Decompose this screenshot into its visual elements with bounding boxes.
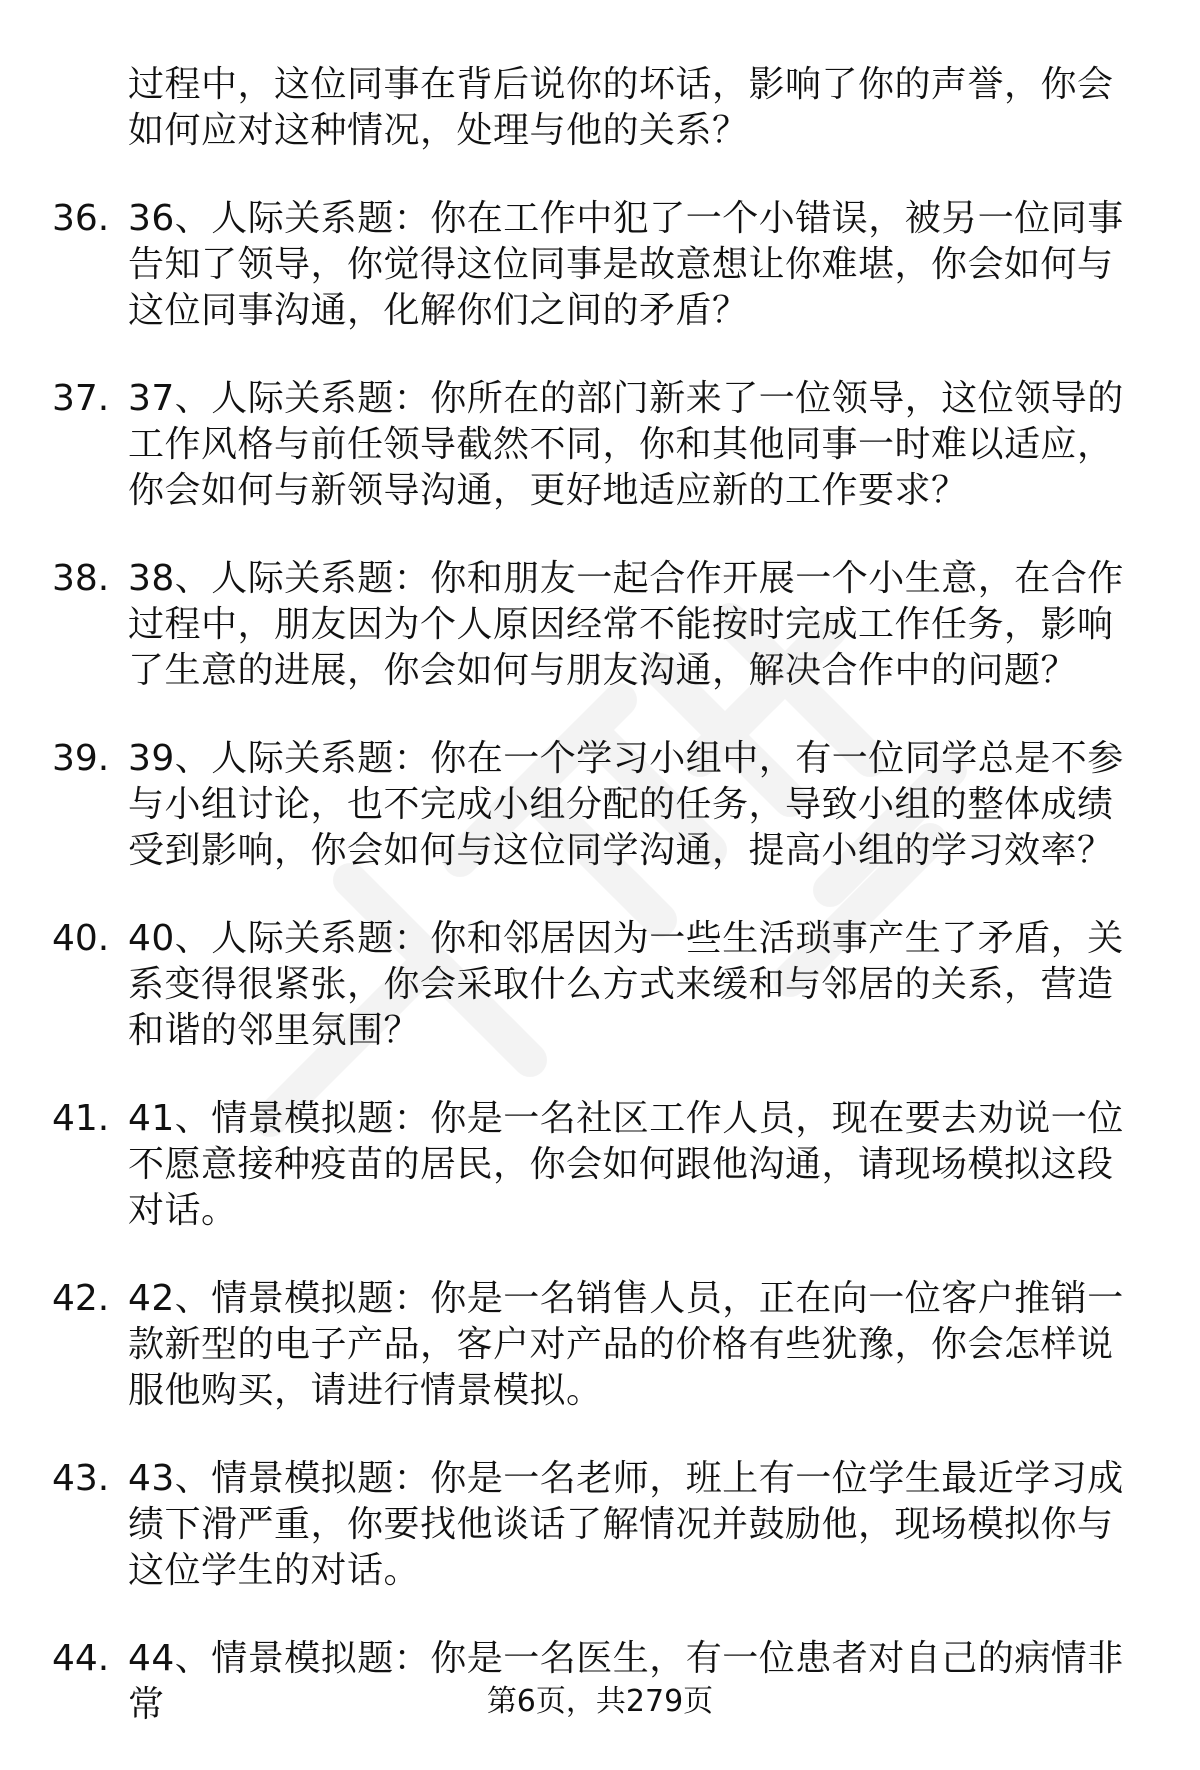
question-number: 38. bbox=[52, 558, 110, 599]
question-item bbox=[0, 1456, 1200, 1594]
page-number-label: 第6页，共279页 bbox=[486, 1684, 714, 1719]
question-number: 44. bbox=[52, 1638, 110, 1679]
question-item bbox=[0, 916, 1200, 1054]
continued-question-text: 过程中，这位同事在背后说你的坏话，影响了你的声誉，你会如何应对这种情况，处理与他的关系？ bbox=[128, 64, 1114, 151]
question-item bbox=[0, 376, 1200, 514]
question-text: 41、情景模拟题：你是一名社区工作人员，现在要去劝说一位不愿意接种疫苗的居民，你会如何跟他沟通，请现场模拟这段对话。 bbox=[128, 1098, 1124, 1231]
question-number: 43. bbox=[52, 1458, 110, 1499]
question-text: 39、人际关系题：你在一个学习小组中，有一位同学总是不参与小组讨论，也不完成小组分配的任务，导致小组的整体成绩受到影响，你会如何与这位同学沟通，提高小组的学习效率？ bbox=[128, 738, 1124, 871]
question-number: 42. bbox=[52, 1278, 110, 1319]
question-number: 40. bbox=[52, 918, 110, 959]
question-text: 44、情景模拟题：你是一名医生，有一位患者对自己的病情非常 bbox=[128, 1638, 1124, 1725]
question-number: 41. bbox=[52, 1098, 110, 1139]
question-text: 36、人际关系题：你在工作中犯了一个小错误，被另一位同事告知了领导，你觉得这位同事是故意想让你难堪，你会如何与这位同事沟通，化解你们之间的矛盾？ bbox=[128, 198, 1124, 331]
question-text: 42、情景模拟题：你是一名销售人员，正在向一位客户推销一款新型的电子产品，客户对产品的价格有些犹豫，你会怎样说服他购买，请进行情景模拟。 bbox=[128, 1278, 1124, 1411]
question-text: 40、人际关系题：你和邻居因为一些生活琐事产生了矛盾，关系变得很紧张，你会采取什么方式来缓和与邻居的关系，营造和谐的邻里氛围？ bbox=[128, 918, 1124, 1051]
question-item bbox=[0, 556, 1200, 694]
question-text: 37、人际关系题：你所在的部门新来了一位领导，这位领导的工作风格与前任领导截然不同，你和其他同事一时难以适应，你会如何与新领导沟通，更好地适应新的工作要求？ bbox=[128, 378, 1124, 511]
question-text: 38、人际关系题：你和朋友一起合作开展一个小生意，在合作过程中，朋友因为个人原因经常不能按时完成工作任务，影响了生意的进展，你会如何与朋友沟通，解决合作中的问题？ bbox=[128, 558, 1124, 691]
question-number: 39. bbox=[52, 738, 110, 779]
question-item bbox=[0, 1096, 1200, 1234]
page-footer bbox=[0, 1682, 1200, 1722]
question-item bbox=[0, 1276, 1200, 1414]
question-number: 37. bbox=[52, 378, 110, 419]
question-item bbox=[0, 196, 1200, 334]
question-item bbox=[0, 736, 1200, 874]
question-number: 36. bbox=[52, 198, 110, 239]
question-text: 43、情景模拟题：你是一名老师，班上有一位学生最近学习成绩下滑严重，你要找他谈话了解情况并鼓励他，现场模拟你与这位学生的对话。 bbox=[128, 1458, 1124, 1591]
main-content bbox=[0, 62, 1200, 1770]
